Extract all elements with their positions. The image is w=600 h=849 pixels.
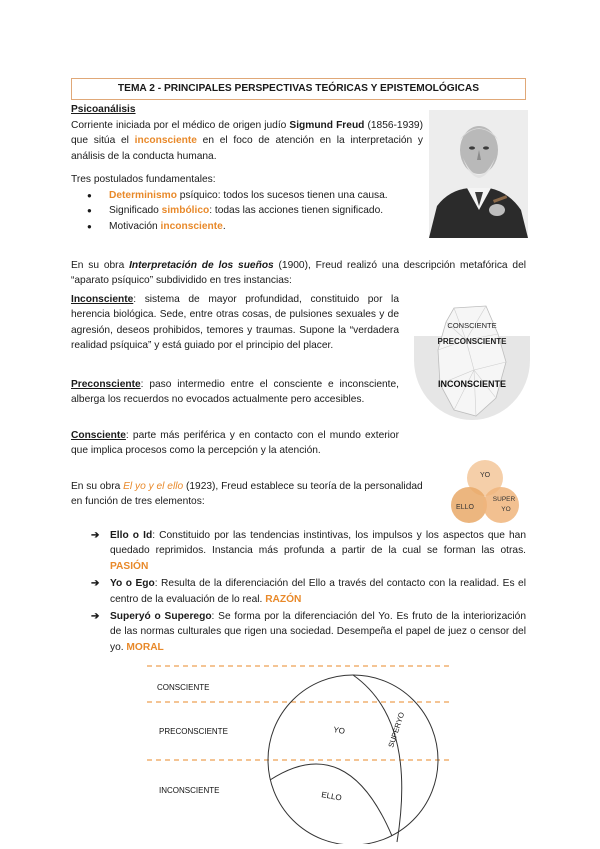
venn-diagram <box>445 459 525 529</box>
venn-yo-label: YO <box>479 472 491 479</box>
elementos-list <box>80 528 526 657</box>
element-text: : Constituido por las tendencias instintivas, los impulsos y los aspectos que han quedado reprimidos. Instancia más profunda a partir de la cual se forman las otras. <box>110 530 527 557</box>
iceberg-preconsciente-label: PRECONSCIENTE <box>437 337 507 346</box>
intro-highlight: inconsciente <box>134 135 197 147</box>
term-consciente: Consciente <box>71 430 126 441</box>
suenos-work-title: Interpretación de los sueños <box>129 260 274 271</box>
list-item <box>80 576 526 607</box>
venn-ello-label: ELLO <box>456 504 474 511</box>
element-term: Yo o Ego <box>110 578 155 590</box>
intro-paragraph <box>71 118 423 164</box>
bullet-text: : todas las acciones tienen significado. <box>209 205 384 217</box>
term-preconsciente: Preconsciente <box>71 379 141 390</box>
text-consciente: : parte más periférica y en contacto con el mundo exterior que implica procesos como la percepción y la atención. <box>71 430 399 457</box>
instancia-consciente <box>71 428 399 459</box>
text-preconsciente: : paso intermedio entre el consciente e inconsciente, alberga los recuerdos no evocados actualmente pero accesibles. <box>71 379 399 406</box>
yoello-text-b: (1923), Freud establece su teoría de la personalidad en función de tres elementos: <box>71 481 423 508</box>
bullet-highlight: simbólico <box>161 205 210 217</box>
intro-text-a: Corriente iniciada por el médico de origen judío <box>71 120 290 131</box>
diagram-consciente-label: CONSCIENTE <box>157 683 210 692</box>
element-tag: RAZÓN <box>265 593 302 605</box>
bullet-highlight: inconsciente <box>160 220 223 232</box>
arrow-icon: ➔ <box>91 530 100 541</box>
bullet-prefix: Significado <box>109 205 162 217</box>
term-inconsciente: Inconsciente <box>71 294 134 305</box>
yoello-text-a: En su obra <box>71 481 124 492</box>
arrow-icon: ➔ <box>91 578 100 590</box>
suenos-text-b: (1900), Freud realizó una descripción metafórica del “aparato psíquico” subdividido en tres instancias: <box>71 260 526 287</box>
list-item <box>71 188 421 203</box>
bullet-text: . <box>222 220 226 232</box>
psyche-structure-diagram <box>147 660 449 844</box>
bullet-text: psíquico: todos los sucesos tienen una causa. <box>176 190 388 201</box>
freud-portrait <box>429 110 528 238</box>
postulados-label: Tres postulados fundamentales: <box>71 174 216 185</box>
section-heading: Psicoanálisis <box>71 104 136 115</box>
iceberg-inconsciente-label: INCONSCIENTE <box>437 379 507 389</box>
text-inconsciente: : sistema de mayor profundidad, constituido por la herencia biológica. Sede, entre otras cosas, de pulsiones sexuales y de agresión, deseos prohibidos, temores y traumas. Supone la “verdadera realidad psíquica” y está guiado por el principio del placer. <box>71 294 399 352</box>
element-text: : Resulta de la diferenciación del Ello a través del contacto con la realidad. Es el centro de la evaluación de lo real. <box>110 578 526 605</box>
yoello-work-title: El yo y el ello <box>123 481 184 492</box>
iceberg-diagram <box>414 300 530 426</box>
element-tag: PASIÓN <box>110 560 149 572</box>
postulados-list <box>71 188 421 234</box>
document-title <box>71 78 526 100</box>
intro-text-b: (1856-1939) que sitúa el <box>71 120 423 147</box>
suenos-paragraph <box>71 258 526 289</box>
element-tag: MORAL <box>126 641 164 653</box>
intro-text-c: en el foco de atención en la interpretación y análisis de la conducta humana. <box>71 135 424 162</box>
diagram-superyo-label: SUPERYO <box>386 711 407 749</box>
diagram-inconsciente-label: INCONSCIENTE <box>159 786 220 795</box>
list-item <box>71 203 421 218</box>
instancia-inconsciente <box>71 292 399 354</box>
diagram-preconsciente-label: PRECONSCIENTE <box>159 727 228 736</box>
diagram-ello-label: ELLO <box>320 790 343 803</box>
yoello-paragraph <box>71 479 431 510</box>
diagram-yo-label: YO <box>332 725 346 736</box>
list-item <box>80 609 526 655</box>
element-term: Ello o Id <box>110 530 153 541</box>
list-item <box>71 219 421 234</box>
element-text: : Se forma por la diferenciación del Yo. Es fruto de la interiorización de las normas culturales que rigen una sociedad. Desempeña el papel de juez o censor del yo. <box>110 611 526 653</box>
iceberg-consciente-label: CONSCIENTE <box>447 321 497 330</box>
bullet-prefix: Motivación <box>109 220 161 232</box>
arrow-icon: ➔ <box>91 611 100 623</box>
venn-superyo-label-2: YO <box>501 506 511 513</box>
title-text: TEMA 2 - PRINCIPALES PERSPECTIVAS TEÓRICAS Y EPISTEMOLÓGICAS <box>117 83 480 94</box>
bullet-highlight: Determinismo <box>109 190 177 201</box>
freud-name: Sigmund Freud <box>289 120 365 131</box>
element-term: Superyó o Superego <box>110 611 212 623</box>
suenos-text-a: En su obra <box>71 260 130 271</box>
list-item <box>80 528 526 574</box>
venn-superyo-label-1: SUPER <box>492 496 516 503</box>
instancia-preconsciente <box>71 377 399 408</box>
